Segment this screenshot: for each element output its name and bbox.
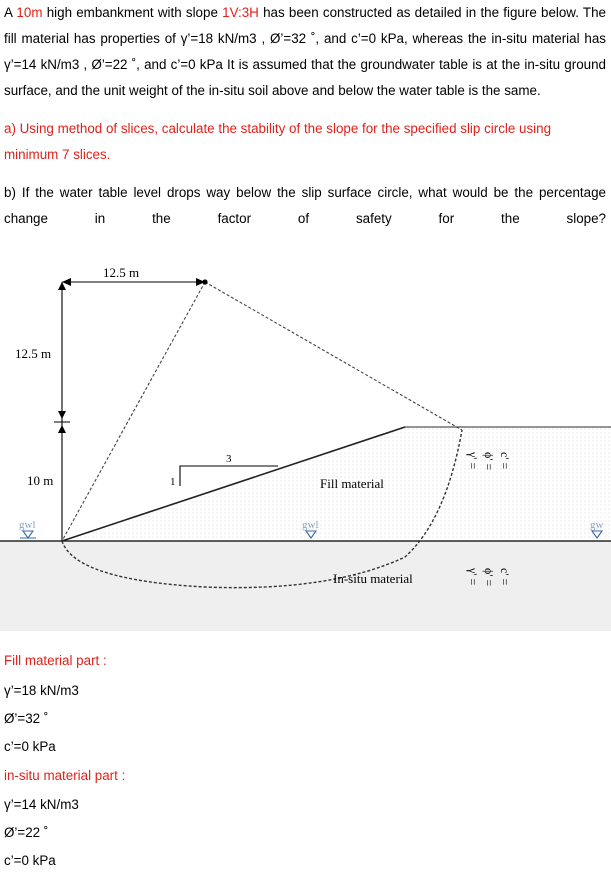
insitu-phi: Ø’=22 ˚ [4,825,49,840]
insitu-heading: in-situ material part : [4,768,126,783]
gwl-label-middle: gwl [302,519,319,531]
intro-run: 10m [16,5,43,20]
intro-run: 1V:3H [222,5,259,20]
dim-top-label: 12.5 m [103,265,140,280]
problem-intro [4,0,606,104]
intro-run: A [4,5,17,20]
part-b-question: b) If the water table level drops way below the slip surface circle, what would be the percentage change in the factor of safety for the slope? [4,185,606,226]
slope-run-label: 3 [226,453,232,465]
gwl-label-right: gw [590,519,604,531]
intro-run: has been constructed as detailed in the figure below. The fill material has properties of γ’=18 kN/m3 , Ø’=32 ˚, and c’=0 kPa, whereas the in-situ material has γ’=14 kN/m3 , Ø’=22 ˚, and c’=0 kPa It is assumed that the groundwater table is at the in-situ ground surface, and the unit weight of the in-situ soil above and below the water table is the same. [4,5,607,98]
insitu-gamma: γ’=14 kN/m3 [4,797,79,812]
slope-rise-label: 1 [170,476,176,488]
insitu-ground [0,541,611,631]
gwl-label-left: gwl [19,519,36,531]
insitu-c: c’=0 kPa [4,853,56,868]
material-properties [4,650,304,870]
fill-material-label: Fill material [320,476,384,491]
radius-line-right [205,282,462,430]
insitu-gamma-symbol: γ' = [466,568,480,586]
fill-property-symbols [466,451,512,470]
fill-gamma-symbol: γ' = [466,452,480,470]
fill-phi: Ø’=32 ˚ [4,711,49,726]
insitu-phi-symbol: ϕ' = [482,568,496,587]
insitu-property-symbols [466,567,512,586]
intro-run: high embankment with slope [42,5,223,20]
dim-arrow-right [196,278,205,286]
embankment-figure [0,240,611,640]
part-a-run: minimum 7 slices. [4,147,111,162]
gwl-symbol-left [20,531,36,538]
part-a-run: a) Using method of slices, calculate the stability of the slope for the specified slip circle using [4,121,552,136]
fill-heading: Fill material part : [4,653,107,668]
insitu-c-symbol: c' = [498,568,512,586]
fill-c-symbol: c' = [498,452,512,470]
insitu-material-label: In-situ material [333,571,413,586]
dim-left-lower-label: 10 m [27,473,54,488]
dim-arrow-mid-up [58,411,66,419]
dim-arrow-mid-down [58,425,66,433]
dim-left-upper-label: 12.5 m [15,346,52,361]
fill-gamma: γ’=18 kN/m3 [4,683,79,698]
fill-c: c’=0 kPa [4,739,56,754]
part-a-question [4,116,606,168]
fill-phi-symbol: ϕ' = [482,452,496,471]
